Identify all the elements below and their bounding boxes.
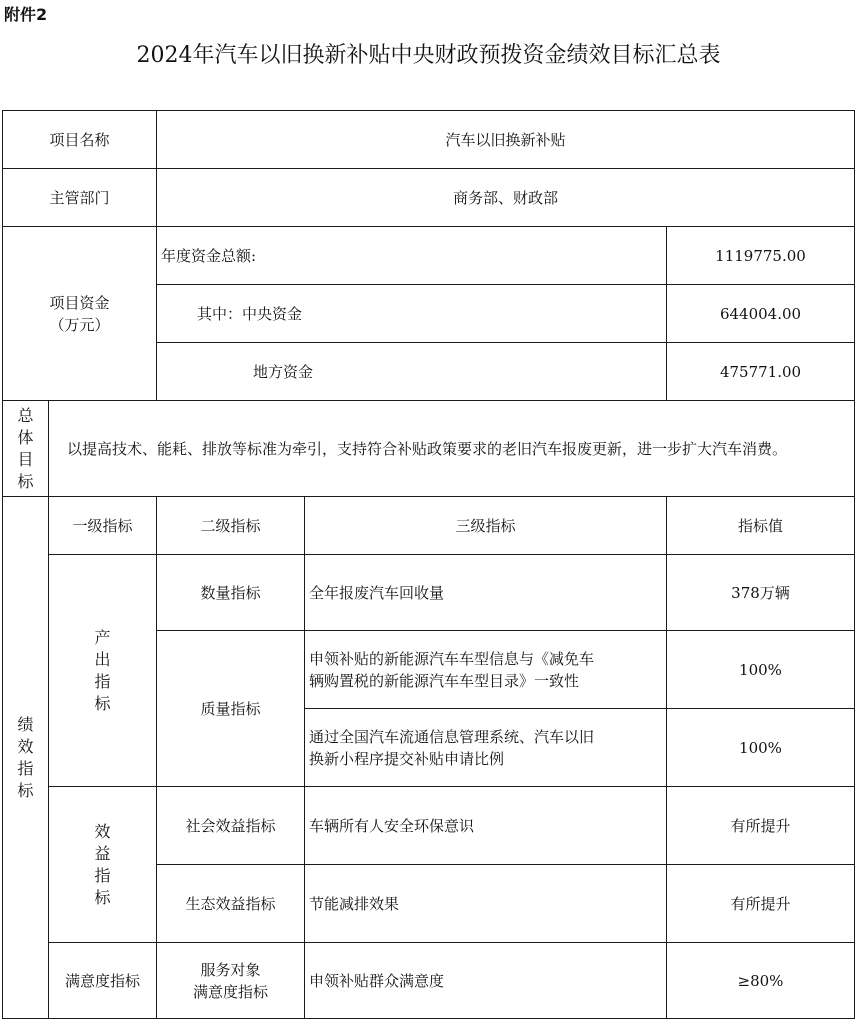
output-char-4: 标: [94, 693, 111, 713]
row-funds-total: [3, 227, 855, 285]
funds-central-value: 644004.00: [667, 285, 855, 343]
performance-target-table: [2, 110, 855, 1019]
objective-char-3: 目: [17, 449, 34, 469]
nev-catalog-consistency-indicator: [305, 631, 667, 709]
service-satisfaction-label: [157, 943, 305, 1019]
objective-char-1: 总: [17, 405, 34, 425]
indicator-char-2: 效: [17, 736, 34, 756]
row-overall-objective: [3, 401, 855, 497]
header-level3: 三级指标: [305, 497, 667, 555]
project-name-value: 汽车以旧换新补贴: [157, 111, 855, 169]
service-satisfaction-line1: 服务对象: [200, 960, 261, 979]
objective-char-2: 体: [17, 427, 34, 447]
row-project-name: [3, 111, 855, 169]
online-application-ratio-indicator: [305, 709, 667, 787]
scrap-recovery-value: 378万辆: [667, 555, 855, 631]
safety-awareness-indicator: 车辆所有人安全环保意识: [305, 787, 667, 865]
page-title: 2024年汽车以旧换新补贴中央财政预拨资金绩效目标汇总表: [136, 43, 721, 68]
funds-label: [3, 227, 157, 401]
performance-indicators-label: [3, 497, 49, 1019]
safety-awareness-value: 有所提升: [667, 787, 855, 865]
benefit-char-3: 指: [94, 865, 111, 885]
benefit-char-4: 标: [94, 887, 111, 907]
row-quantity-indicator: [3, 555, 855, 631]
output-char-2: 出: [94, 649, 111, 669]
scrap-recovery-indicator: 全年报废汽车回收量: [305, 555, 667, 631]
energy-saving-value: 有所提升: [667, 865, 855, 943]
indicator-char-4: 标: [17, 780, 34, 800]
online-application-ratio-value: 100%: [667, 709, 855, 787]
quality-indicator-label: 质量指标: [157, 631, 305, 787]
header-value: 指标值: [667, 497, 855, 555]
overall-objective-text: 以提高技术、能耗、排放等标准为牵引，支持符合补贴政策要求的老旧汽车报废更新，进一步扩大汽车消费。: [49, 401, 855, 497]
row-indicator-headers: [3, 497, 855, 555]
performance-table-container: [2, 110, 855, 1019]
ecological-benefit-label: 生态效益指标: [157, 865, 305, 943]
funds-label-line1: 项目资金: [49, 293, 110, 312]
funds-central-label: 其中：中央资金: [157, 285, 667, 343]
row-social-benefit: [3, 787, 855, 865]
funds-total-label: 年度资金总额:: [157, 227, 667, 285]
row-department: [3, 169, 855, 227]
benefit-char-1: 效: [94, 821, 111, 841]
nev-catalog-line2: 辆购置税的新能源汽车车型目录》一致性: [309, 671, 580, 690]
row-satisfaction: [3, 943, 855, 1019]
social-benefit-label: 社会效益指标: [157, 787, 305, 865]
output-char-3: 指: [94, 671, 111, 691]
funds-total-value: 1119775.00: [667, 227, 855, 285]
overall-objective-label: [3, 401, 49, 497]
header-level1: 一级指标: [49, 497, 157, 555]
benefit-indicators-label: [49, 787, 157, 943]
department-label: 主管部门: [3, 169, 157, 227]
satisfaction-indicators-label: 满意度指标: [49, 943, 157, 1019]
funds-local-value: 475771.00: [667, 343, 855, 401]
benefit-char-2: 益: [94, 843, 111, 863]
objective-char-4: 标: [17, 471, 34, 491]
quantity-indicator-label: 数量指标: [157, 555, 305, 631]
nev-catalog-consistency-value: 100%: [667, 631, 855, 709]
online-application-line2: 换新小程序提交补贴申请比例: [309, 749, 505, 768]
attachment-label: 附件2: [4, 5, 48, 24]
energy-saving-indicator: 节能减排效果: [305, 865, 667, 943]
project-name-label: 项目名称: [3, 111, 157, 169]
public-satisfaction-indicator: 申领补贴群众满意度: [305, 943, 667, 1019]
output-indicators-label: [49, 555, 157, 787]
funds-label-line2: （万元）: [49, 315, 110, 334]
nev-catalog-line1: 申领补贴的新能源汽车车型信息与《减免车: [309, 649, 595, 668]
funds-local-label: 地方资金: [157, 343, 667, 401]
online-application-line1: 通过全国汽车流通信息管理系统、汽车以旧: [309, 727, 595, 746]
service-satisfaction-line2: 满意度指标: [192, 982, 268, 1001]
header-level2: 二级指标: [157, 497, 305, 555]
indicator-char-3: 指: [17, 758, 34, 778]
indicator-char-1: 绩: [17, 714, 34, 734]
public-satisfaction-value: ≥80%: [667, 943, 855, 1019]
output-char-1: 产: [94, 627, 111, 647]
department-value: 商务部、财政部: [157, 169, 855, 227]
